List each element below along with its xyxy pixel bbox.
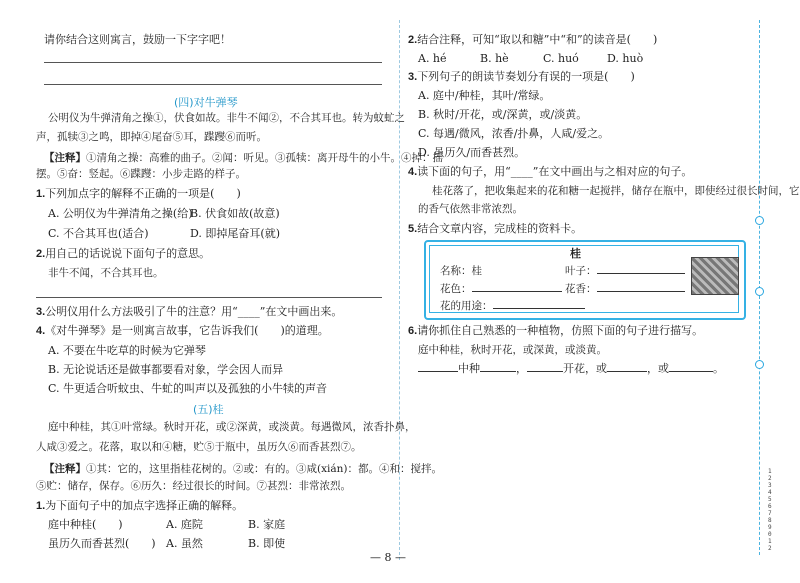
answer-line: [44, 84, 382, 85]
section-4-passage-line: 公明仪为牛弹清角之操①，伏食如故。非牛不闻②，不合其耳也。转为蚊虻之: [48, 112, 405, 124]
section-5-title: (五)桂: [193, 403, 224, 416]
section-4-notes: [44, 151, 443, 165]
r-question-5: [408, 222, 582, 236]
blank-1[interactable]: [418, 371, 458, 372]
card-scent-label: 花香：: [565, 283, 597, 295]
question-text: 公明仪用什么方法吸引了牛的注意？用“____”在文中画出来。: [45, 305, 343, 318]
section-4-passage-line: 声，孤犊③之鸣，即掉④尾奋⑤耳，蹀躞⑥而听。: [36, 131, 267, 143]
s4-q1-option-d[interactable]: D. 即掉尾奋耳(就): [190, 227, 281, 240]
margin-tick-marks: 1 2 3 4 5 6 7 8 9 0 1 2: [768, 468, 772, 552]
question-text: 用自己的话说说下面句子的意思。: [45, 247, 211, 260]
question-number: 1.: [36, 500, 46, 512]
binding-hole-2: [755, 287, 764, 296]
card-leaf-label: 叶子：: [565, 265, 597, 277]
notes-text: ①清角之操：高雅的曲子。②闻：听见。③孤犊：离开母牛的小牛。④掉：摇: [86, 152, 443, 164]
s5-q1-row2-option-a[interactable]: A. 虽然: [166, 537, 203, 550]
page-number: — 8 —: [370, 551, 406, 564]
card-use-label: 花的用途：: [440, 300, 493, 312]
blank-4[interactable]: [607, 371, 647, 372]
osmanthus-photo: [691, 257, 739, 295]
question-number: 3.: [408, 71, 418, 83]
s4-question-1: [36, 187, 241, 201]
r-question-2: [408, 33, 657, 47]
binding-hole-1: [755, 216, 764, 225]
s5-question-1: [36, 499, 243, 513]
section-5-notes: [44, 462, 442, 476]
s4-q2-quote: 非牛不闻，不合其耳也。: [48, 267, 164, 279]
s4-q1-option-a[interactable]: A. 公明仪为牛弹清角之操(给): [48, 207, 193, 220]
column-divider: [399, 20, 400, 560]
section-5-passage-line: 庭中种桂，其①叶常绿。秋时开花，或②深黄，或淡黄。每遇微风，浓香扑鼻，: [48, 421, 416, 433]
blank-3[interactable]: [527, 371, 563, 372]
r-q2-option-d[interactable]: D. huò: [607, 52, 644, 65]
card-use-row: [440, 299, 585, 313]
r-q2-option-a[interactable]: A. hé: [418, 52, 447, 65]
r-q3-option-c[interactable]: C. 每遇/微风，浓香/扑鼻，人咸/爱之。: [418, 127, 610, 140]
card-color-blank[interactable]: [472, 291, 562, 292]
card-color-label: 花色：: [440, 283, 472, 295]
card-use-blank[interactable]: [493, 308, 585, 309]
s4-question-3: [36, 305, 342, 319]
blank-5[interactable]: [669, 371, 713, 372]
blank-2[interactable]: [480, 371, 516, 372]
binding-hole-3: [755, 360, 764, 369]
template-text: ，或: [647, 362, 669, 375]
question-number: 6.: [408, 325, 418, 337]
s4-q1-option-c[interactable]: C. 不合其耳也(适合): [48, 227, 149, 240]
question-number: 4.: [408, 166, 418, 178]
section-5-notes-cont: ⑤贮：储存，保存。⑥历久：经过很长的时间。⑦甚烈：非常浓烈。: [36, 480, 351, 492]
notes-label: 【注释】: [44, 152, 86, 164]
question-number: 4.: [36, 325, 46, 337]
s5-q1-row2-sentence: 虽历久而香甚烈( ): [48, 537, 156, 550]
question-text: 结合注释，可知“取以和糖”中“和”的读音是( ): [417, 33, 658, 46]
question-text: 为下面句子中的加点字选择正确的解释。: [45, 499, 244, 512]
question-number: 5.: [408, 223, 418, 235]
notes-label: 【注释】: [44, 463, 86, 475]
s5-q1-row1-option-b[interactable]: B. 家庭: [248, 518, 286, 531]
r-q4-quote-line: 桂花落了，把收集起来的花和糖一起搅拌，储存在瓶中，即使经过很长时间，它: [432, 185, 800, 197]
card-color-row: [440, 282, 562, 296]
question-text: 读下面的句子，用“____”在文中画出与之相对应的句子。: [417, 165, 693, 178]
section-4-title: (四)对牛弹琴: [174, 96, 238, 109]
card-scent-blank[interactable]: [597, 291, 685, 292]
question-text: 《对牛弹琴》是一则寓言故事，它告诉我们( )的道理。: [45, 324, 329, 337]
card-name-row: [440, 264, 482, 278]
card-scent-row: [565, 282, 685, 296]
s4-question-4: [36, 324, 329, 338]
s4-question-2: [36, 247, 210, 261]
s5-q1-row2-option-b[interactable]: B. 即使: [248, 537, 286, 550]
answer-line: [44, 62, 382, 63]
template-text: 开花，或: [563, 362, 607, 375]
question-number: 2.: [36, 248, 46, 260]
card-name-value: 桂: [471, 265, 482, 277]
r-q3-option-b[interactable]: B. 秋时/开花，或/深黄，或/淡黄。: [418, 108, 588, 121]
question-text: 结合文章内容，完成桂的资料卡。: [417, 222, 583, 235]
answer-line: [36, 297, 382, 298]
s4-q4-option-a[interactable]: A. 不要在牛吃草的时候为它弹琴: [48, 344, 206, 357]
r-q2-option-c[interactable]: C. huó: [543, 52, 579, 65]
section-5-passage-line: 人咸③爱之。花落，取以和④糖，贮⑤于瓶中，虽历久⑥而香甚烈⑦。: [36, 441, 362, 453]
r-q6-example: 庭中种桂，秋时开花，或深黄，或淡黄。: [418, 344, 607, 356]
top-prompt: 请你结合这则寓言，鼓励一下字字吧！: [44, 33, 231, 46]
r-q3-option-d[interactable]: D. 虽历久/而香甚烈。: [418, 146, 526, 159]
r-question-6: [408, 324, 703, 338]
card-name-label: 名称：: [440, 265, 472, 277]
template-text: ，: [516, 362, 527, 375]
r-q2-option-b[interactable]: B. hè: [480, 52, 509, 65]
notes-text: ①其：它的，这里指桂花树的。②或：有的。③咸(xián)：都。④和：搅拌。: [86, 463, 442, 475]
template-text: 中种: [458, 362, 480, 375]
question-number: 3.: [36, 306, 46, 318]
r-q6-template: [418, 362, 724, 376]
r-q3-option-a[interactable]: A. 庭中/种桂，其叶/常绿。: [418, 89, 551, 102]
question-text: 下列加点字的解释不正确的一项是( ): [45, 187, 241, 200]
s5-q1-row1-option-a[interactable]: A. 庭院: [166, 518, 203, 531]
section-4-notes-cont: 摆。⑤奋：竖起。⑥蹀躞：小步走路的样子。: [36, 168, 246, 180]
r-question-4: [408, 165, 692, 179]
template-text: 。: [713, 362, 724, 375]
info-card-title: 桂: [570, 247, 581, 260]
r-q4-quote-line: 的香气依然非常浓烈。: [418, 203, 523, 215]
question-text: 下列句子的朗读节奏划分有误的一项是( ): [417, 70, 635, 83]
s4-q4-option-b[interactable]: B. 无论说话还是做事都要看对象，学会因人而异: [48, 363, 284, 376]
card-leaf-blank[interactable]: [597, 273, 685, 274]
card-leaf-row: [565, 264, 685, 278]
question-number: 1.: [36, 188, 46, 200]
question-number: 2.: [408, 34, 418, 46]
s5-q1-row1-sentence: 庭中种桂( ): [48, 518, 123, 531]
r-question-3: [408, 70, 635, 84]
s4-q1-option-b[interactable]: B. 伏食如故(故意): [190, 207, 280, 220]
s4-q4-option-c[interactable]: C. 牛更适合听蚊虫、牛虻的叫声以及孤独的小牛犊的声音: [48, 382, 328, 395]
question-text: 请你抓住自己熟悉的一种植物，仿照下面的句子进行描写。: [417, 324, 704, 337]
